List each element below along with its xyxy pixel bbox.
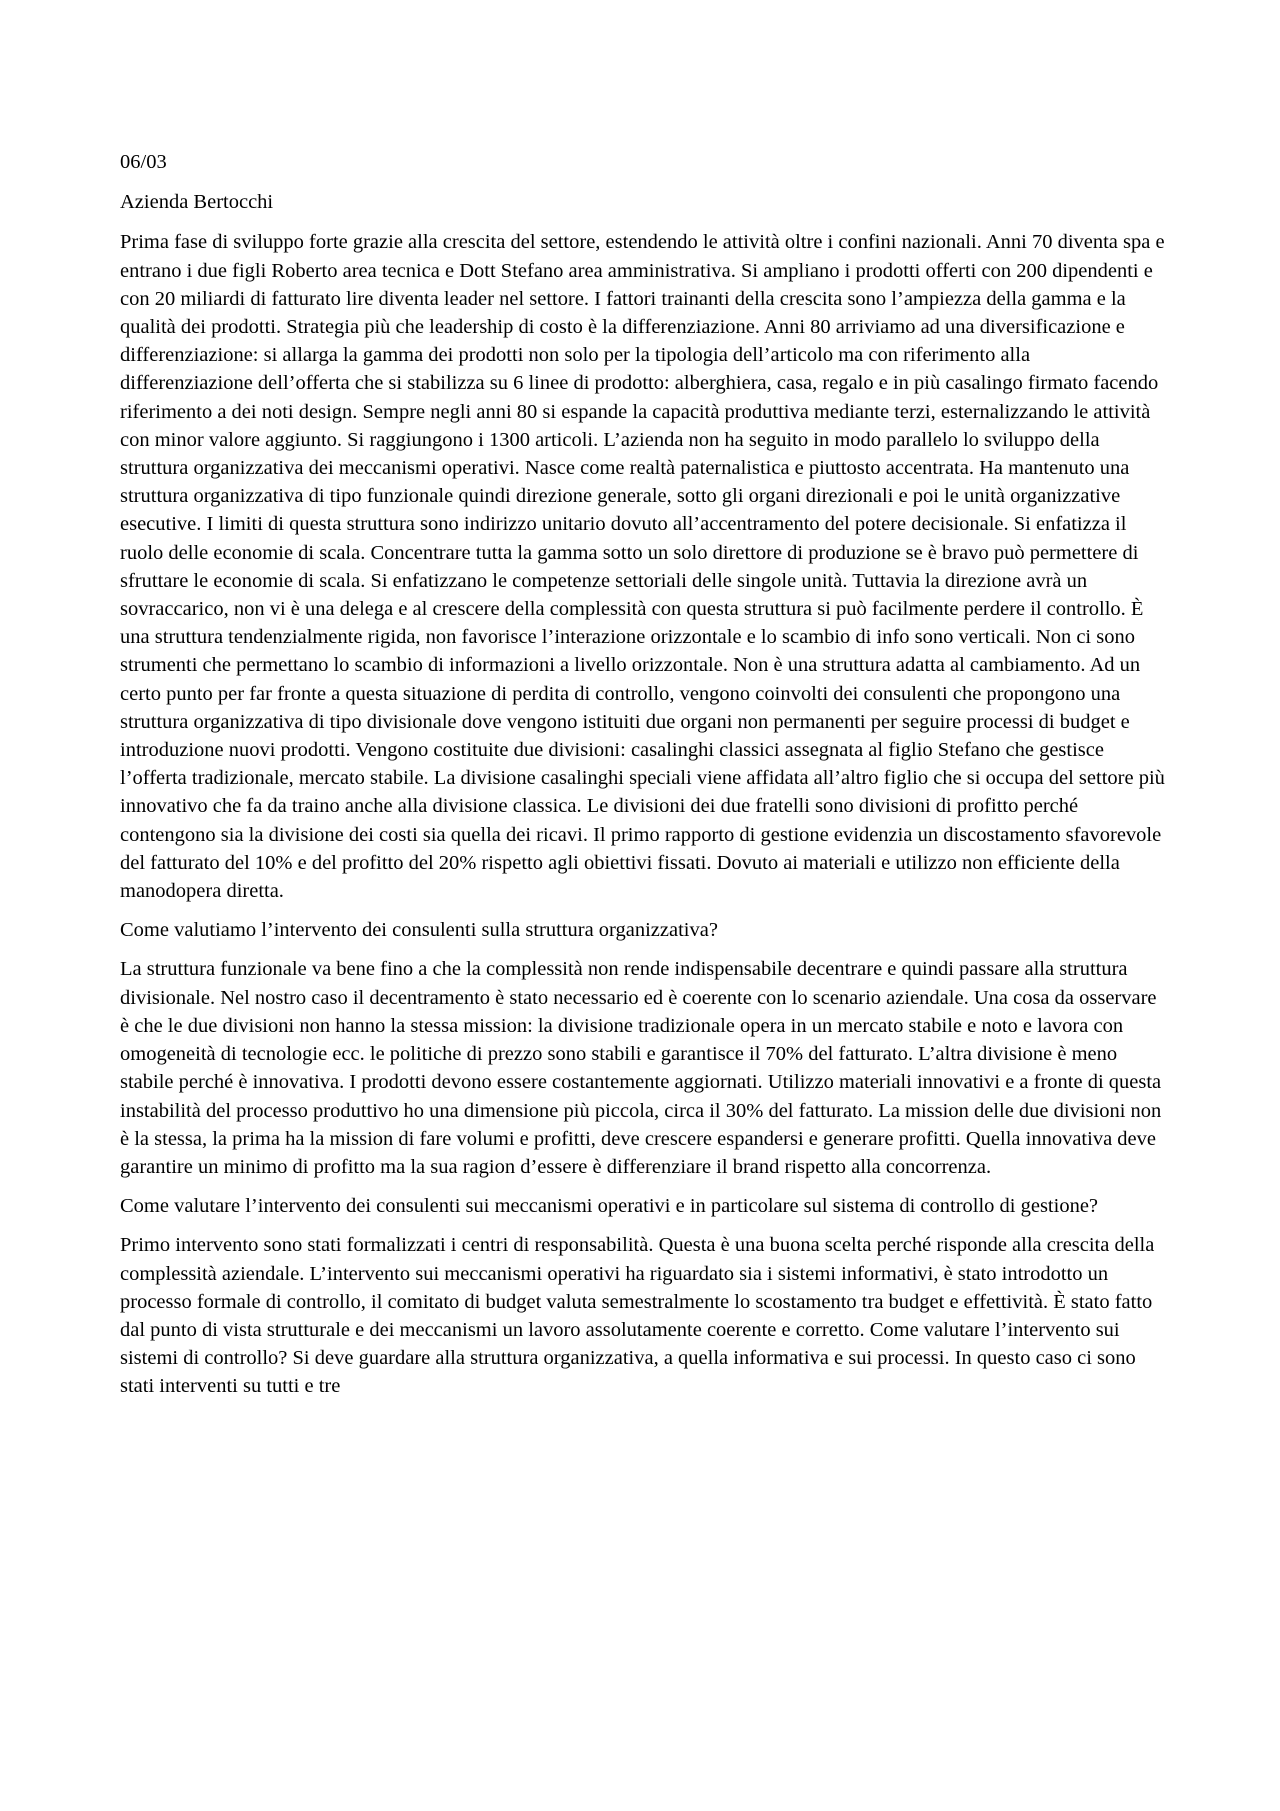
document-title: Azienda Bertocchi: [120, 191, 274, 214]
document-page: [120, 148, 1165, 1412]
paragraph-history: Prima fase di sviluppo forte grazie alla crescita del settore, estendendo le attività oltre i confini nazionali. Anni 70 diventa spa e entrano i due figli Roberto area tecnica e Dott Stefano area amministrativa. Si ampliano i prodotti offerti con 200 dipendenti e con 20 miliardi di fatturato lire diventa leader nel settore. I fattori trainanti della crescita sono l’ampiezza della gamma e la qualità dei prodotti. Strategia più che leadership di costo è la differenziazione. Anni 80 arriviamo ad una diversificazione e differenziazione: si allarga la gamma dei prodotti non solo per la tipologia dell’articolo ma con riferimento alla differenziazione dell’offerta che si stabilizza su 6 linee di prodotto: alberghiera, casa, regalo e in più casalingo firmato facendo riferimento a dei noti design. Sempre negli anni 80 si espande la capacità produttiva mediante terzi, esternalizzando le attività con minor valore aggiunto. Si raggiungono i 1300 articoli. L’azienda non ha seguito in modo parallelo lo sviluppo della struttura organizzativa dei meccanismi operativi. Nasce come realtà paternalistica e piuttosto accentrata. Ha mantenuto una struttura organizzativa di tipo funzionale quindi direzione generale, sotto gli organi direzionali e poi le unità organizzative esecutive. I limiti di questa struttura sono indirizzo unitario dovuto all’accentramento del potere decisionale. Si enfatizza il ruolo delle economie di scala. Concentrare tutta la gamma sotto un solo direttore di produzione se è bravo può permettere di sfruttare le economie di scala. Si enfatizzano le competenze settoriali delle singole unità. Tuttavia la direzione avrà un sovraccarico, non vi è una delega e al crescere della complessità con questa struttura si può facilmente perdere il controllo. È una struttura tendenzialmente rigida, non favorisce l’interazione orizzontale e lo scambio di info sono verticali. Non ci sono strumenti che permettano lo scambio di informazioni a livello orizzontale. Non è una struttura adatta al cambiamento. Ad un certo punto per far fronte a questa situazione di perdita di controllo, vengono coinvolti dei consulenti che propongono una struttura organizzativa di tipo divisionale dove vengono istituiti due organi non permanenti per seguire processi di budget e introduzione nuovi prodotti. Vengono costituite due divisioni: casalinghi classici assegnata al figlio Stefano che gestisce l’offerta tradizionale, mercato stabile. La divisione casalinghi speciali viene affidata all’altro figlio che si occupa del settore più innovativo che fa da traino anche alla divisione classica. Le divisioni dei due fratelli sono divisioni di profitto perché contengono sia la divisione dei costi sia quella dei ricavi. Il primo rapporto di gestione evidenzia un discostamento sfavorevole del fatturato del 10% e del profitto del 20% rispetto agli obiettivi fissati. Dovuto ai materiali e utilizzo non efficiente della manodopera diretta.: [120, 231, 1165, 903]
question-structure: Come valutiamo l’intervento dei consulenti sulla struttura organizzativa?: [120, 919, 718, 942]
paragraph-structure-answer: La struttura funzionale va bene fino a che la complessità non rende indispensabile decentrare e quindi passare alla struttura divisionale. Nel nostro caso il decentramento è stato necessario ed è coerente con lo scenario aziendale. Una cosa da osservare è che le due divisioni non hanno la stessa mission: la divisione tradizionale opera in un mercato stabile e noto e lavora con omogeneità di tecnologie ecc. le politiche di prezzo sono stabili e garantisce il 70% del fatturato. L’altra divisione è meno stabile perché è innovativa. I prodotti devono essere costantemente aggiornati. Utilizzo materiali innovativi e a fronte di questa instabilità del processo produttivo ho una dimensione più piccola, circa il 30% del fatturato. La mission delle due divisioni non è la stessa, la prima ha la mission di fare volumi e profitti, deve crescere espandersi e generare profitti. Quella innovativa deve garantire un minimo di profitto ma la sua ragion d’essere è differenziare il brand rispetto alla concorrenza.: [120, 958, 1162, 1178]
paragraph-control-answer: Primo intervento sono stati formalizzati i centri di responsabilità. Questa è una buona scelta perché risponde alla crescita della complessità aziendale. L’intervento sui meccanismi operativi ha riguardato sia i sistemi informativi, è stato introdotto un processo formale di controllo, il comitato di budget valuta semestralmente lo scostamento tra budget e effettività. È stato fatto dal punto di vista strutturale e dei meccanismi un lavoro assolutamente coerente e corretto. Come valutare l’intervento sui sistemi di controllo? Si deve guardare alla struttura organizzativa, a quella informativa e sui processi. In questo caso ci sono stati interventi su tutti e tre: [120, 1234, 1155, 1398]
document-date: 06/03: [120, 151, 167, 173]
question-control-system: Come valutare l’intervento dei consulenti sui meccanismi operativi e in particolare sul sistema di controllo di gestione?: [120, 1195, 1099, 1218]
